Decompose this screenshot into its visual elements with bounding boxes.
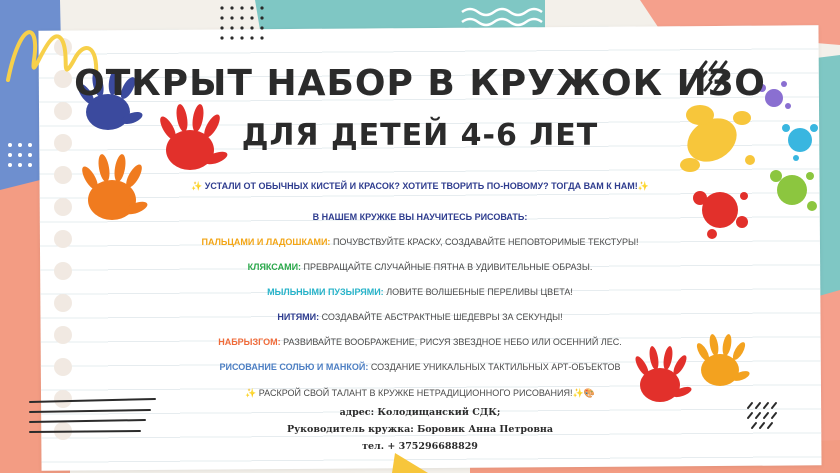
item-term: НАБРЫЗГОМ: <box>218 337 281 347</box>
list-item <box>0 262 840 272</box>
item-term: РИСОВАНИЕ СОЛЬЮ И МАНКОЙ: <box>219 362 369 372</box>
list-item <box>0 362 840 372</box>
item-text: ПОЧУВСТВУЙТЕ КРАСКУ, СОЗДАВАЙТЕ НЕПОВТОРИМЫЕ ТЕКСТУРЫ! <box>330 237 639 247</box>
item-text: ЛОВИТЕ ВОЛШЕБНЫЕ ПЕРЕЛИВЫ ЦВЕТА! <box>383 287 573 297</box>
list-item <box>0 337 840 347</box>
list-item <box>0 287 840 297</box>
phone-text: тел. + 375296688829 <box>362 441 478 452</box>
item-text: СОЗДАНИЕ УНИКАЛЬНЫХ ТАКТИЛЬНЫХ АРТ-ОБЪЕКТОВ <box>368 362 621 372</box>
closing-text: ✨ РАСКРОЙ СВОЙ ТАЛАНТ В КРУЖКЕ НЕТРАДИЦИОННОГО РИСОВАНИЯ!✨🎨 <box>245 388 595 398</box>
address-text: адрес: Колодищанский СДК; <box>339 407 501 418</box>
item-term: ПАЛЬЦАМИ И ЛАДОШКАМИ: <box>201 237 331 247</box>
page-subtitle: ДЛЯ ДЕТЕЙ 4-6 ЛЕТ <box>241 118 599 153</box>
dot-grid-top <box>220 6 263 39</box>
list-item <box>0 237 840 247</box>
item-text: РАЗВИВАЙТЕ ВООБРАЖЕНИЕ, РИСУЯ ЗВЕЗДНОЕ НЕБО ИЛИ ОСЕННИЙ ЛЕС. <box>280 337 622 347</box>
list-item <box>0 312 840 322</box>
page-title: ОТКРЫТ НАБОР В КРУЖОК ИЗО <box>74 63 766 104</box>
item-term: МЫЛЬНЫМИ ПУЗЫРЯМИ: <box>267 287 384 297</box>
intro-text: ✨ УСТАЛИ ОТ ОБЫЧНЫХ КИСТЕЙ И КРАСОК? ХОТИТЕ ТВОРИТЬ ПО-НОВОМУ? ТОГДА ВАМ К НАМ!✨ <box>191 181 649 191</box>
yellow-triangle <box>392 453 428 473</box>
item-term: НИТЯМИ: <box>277 312 320 322</box>
item-text: СОЗДАВАЙТЕ АБСТРАКТНЫЕ ШЕДЕВРЫ ЗА СЕКУНДЫ! <box>319 312 563 322</box>
section-heading: В НАШЕМ КРУЖКЕ ВЫ НАУЧИТЕСЬ РИСОВАТЬ: <box>312 212 528 222</box>
leader-text: Руководитель кружка: Боровик Анна Петровна <box>286 424 554 435</box>
item-text: ПРЕВРАЩАЙТЕ СЛУЧАЙНЫЕ ПЯТНА В УДИВИТЕЛЬНЫЕ ОБРАЗЫ. <box>301 262 593 272</box>
wave-lines-icon <box>462 9 542 35</box>
item-term: КЛЯКСАМИ: <box>247 262 302 272</box>
